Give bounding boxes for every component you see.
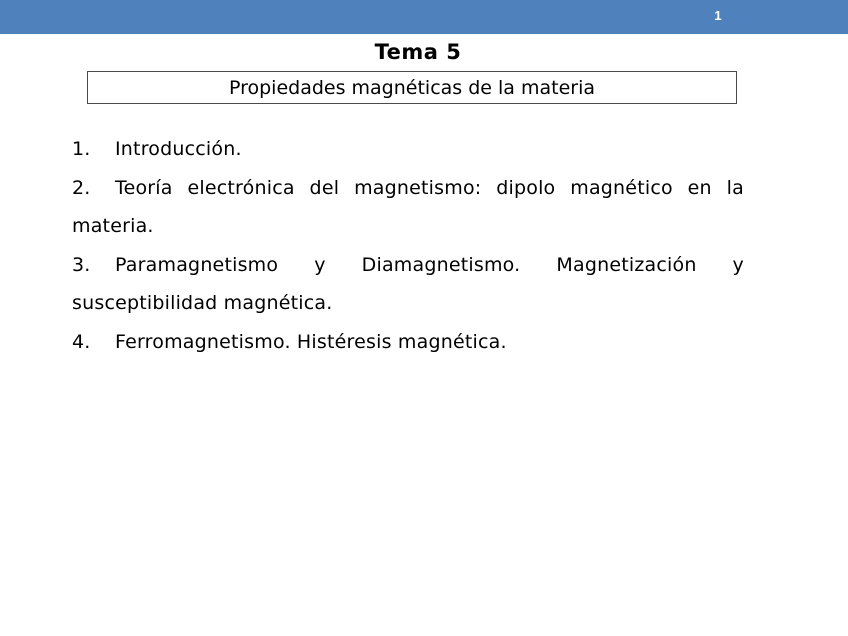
topic-number: 1. [72,138,91,160]
topic-item [72,246,744,323]
topic-number: 4. [72,330,91,353]
topic-number: 3. [72,253,91,276]
topic-list [72,130,744,361]
slide-subtitle: Propiedades magnéticas de la materia [228,76,596,99]
topic-text: Paramagnetismo y Diamagnetismo. Magnetización y susceptibilidad magnética. [72,253,744,314]
topic-text: Teoría electrónica del magnetismo: dipolo magnético en la materia. [72,176,744,237]
topic-text: Ferromagnetismo. Histéresis magnética. [115,330,507,353]
topic-item [72,169,744,246]
subtitle-box [87,71,737,104]
slide-title: Tema 5 [374,40,462,64]
header-bar [0,0,848,34]
topic-item [72,130,744,169]
topic-item [72,323,744,362]
slide-number: 1 [714,8,722,23]
topic-text: Introducción. [115,138,242,160]
topic-number: 2. [72,176,91,199]
